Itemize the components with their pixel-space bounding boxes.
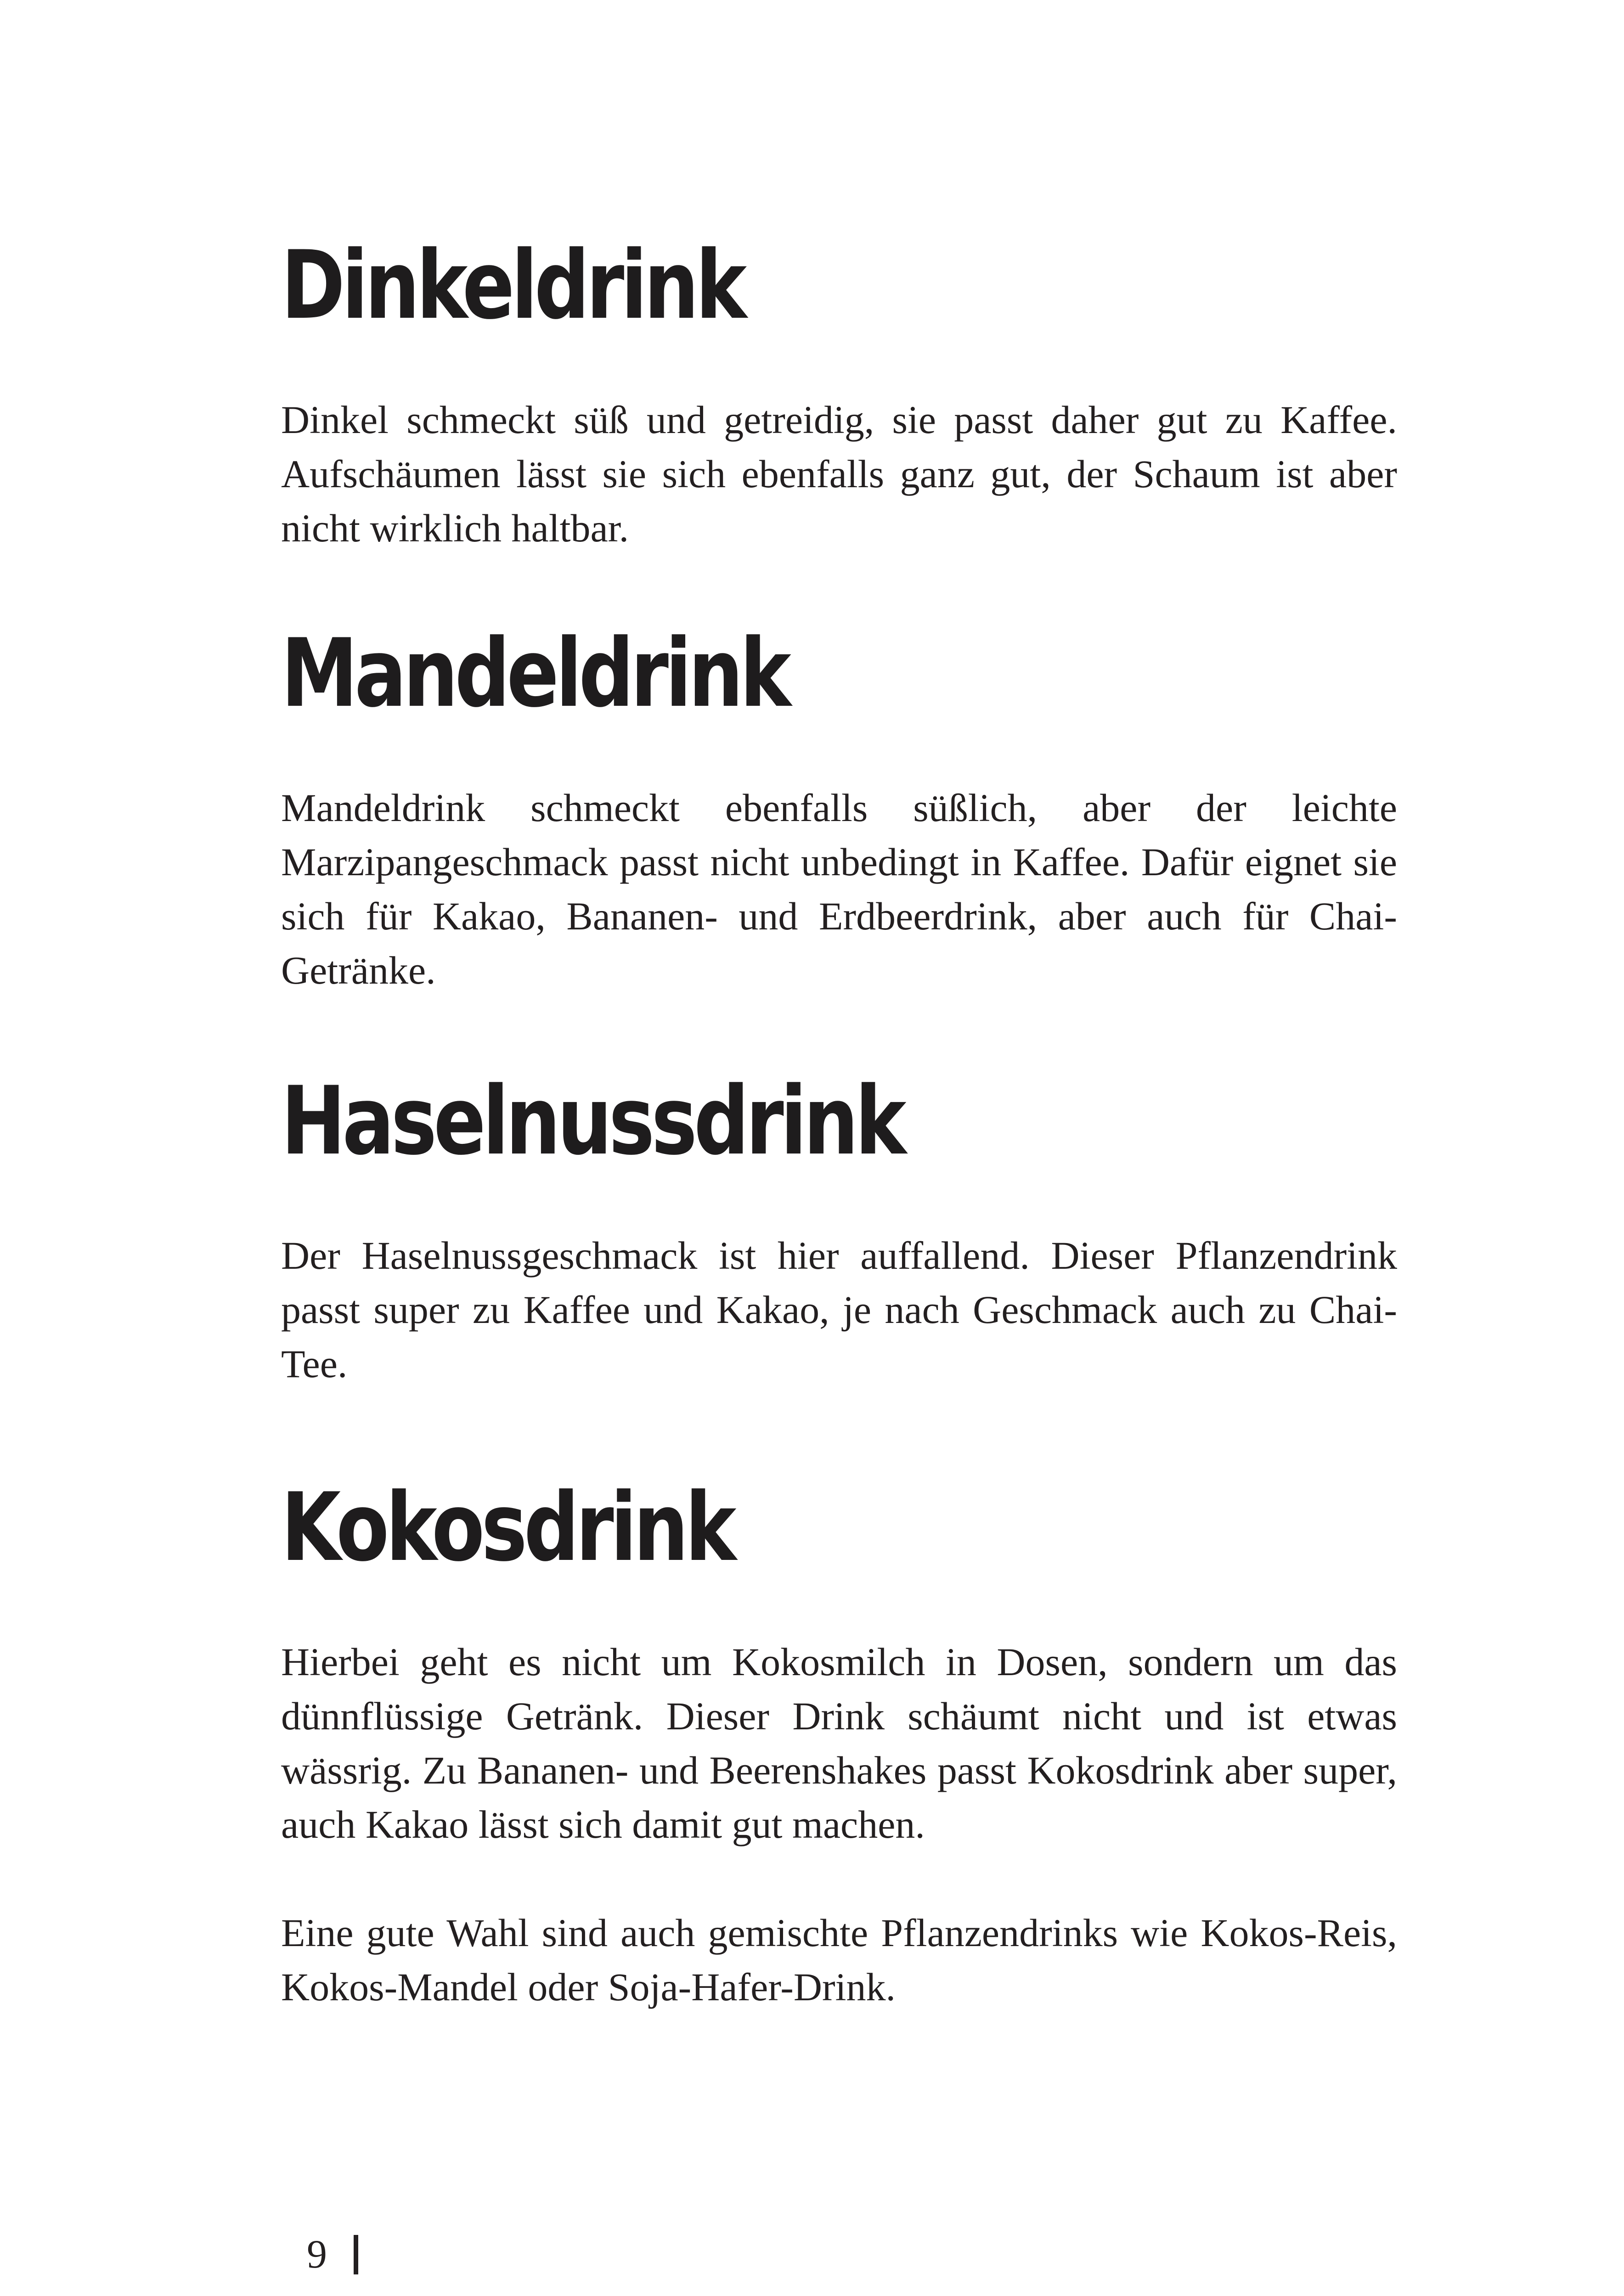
section-paragraph-mandeldrink: Mandeldrink schmeckt ebenfalls süßlich, aber der leichte Marzipangeschmack passt nicht unbedingt in Kaffee. Dafür eignet sie sich für Kakao, Bananen- und Erdbeerdrink, aber auch für Chai-Getränke. — [281, 786, 1397, 992]
page-number: 9 — [307, 2232, 327, 2277]
section-paragraph-dinkeldrink: Dinkel schmeckt süß und getreidig, sie passt daher gut zu Kaffee. Aufschäumen lässt sie sich ebenfalls ganz gut, der Schaum ist aber nicht wirklich haltbar. — [281, 398, 1397, 550]
section-paragraph-kokosdrink: Hierbei geht es nicht um Kokosmilch in Dosen, sondern um das dünnflüssige Getränk. Dieser Drink schäumt nicht und ist etwas wässrig. Zu Bananen- und Beerenshakes passt Kokosdrink aber super, auch Kakao lässt sich damit gut machen. — [281, 1640, 1397, 1846]
page-footer — [307, 2229, 358, 2280]
section-paragraph-haselnussdrink: Der Haselnussgeschmack ist hier auffallend. Dieser Pflanzendrink passt super zu Kaffee und Kakao, je nach Geschmack auch zu Chai-Tee. — [281, 1233, 1397, 1386]
closing-paragraph: Eine gute Wahl sind auch gemischte Pflanzendrinks wie Kokos-Reis, Kokos-Mandel oder Soja-Hafer-Drink. — [281, 1911, 1397, 2009]
section-heading-haselnussdrink: Haselnussdrink — [281, 1067, 903, 1176]
page-number-divider — [354, 2235, 358, 2274]
section-heading-kokosdrink: Kokosdrink — [281, 1473, 733, 1582]
section-heading-mandeldrink: Mandeldrink — [281, 619, 788, 728]
section-heading-dinkeldrink: Dinkeldrink — [281, 231, 744, 340]
